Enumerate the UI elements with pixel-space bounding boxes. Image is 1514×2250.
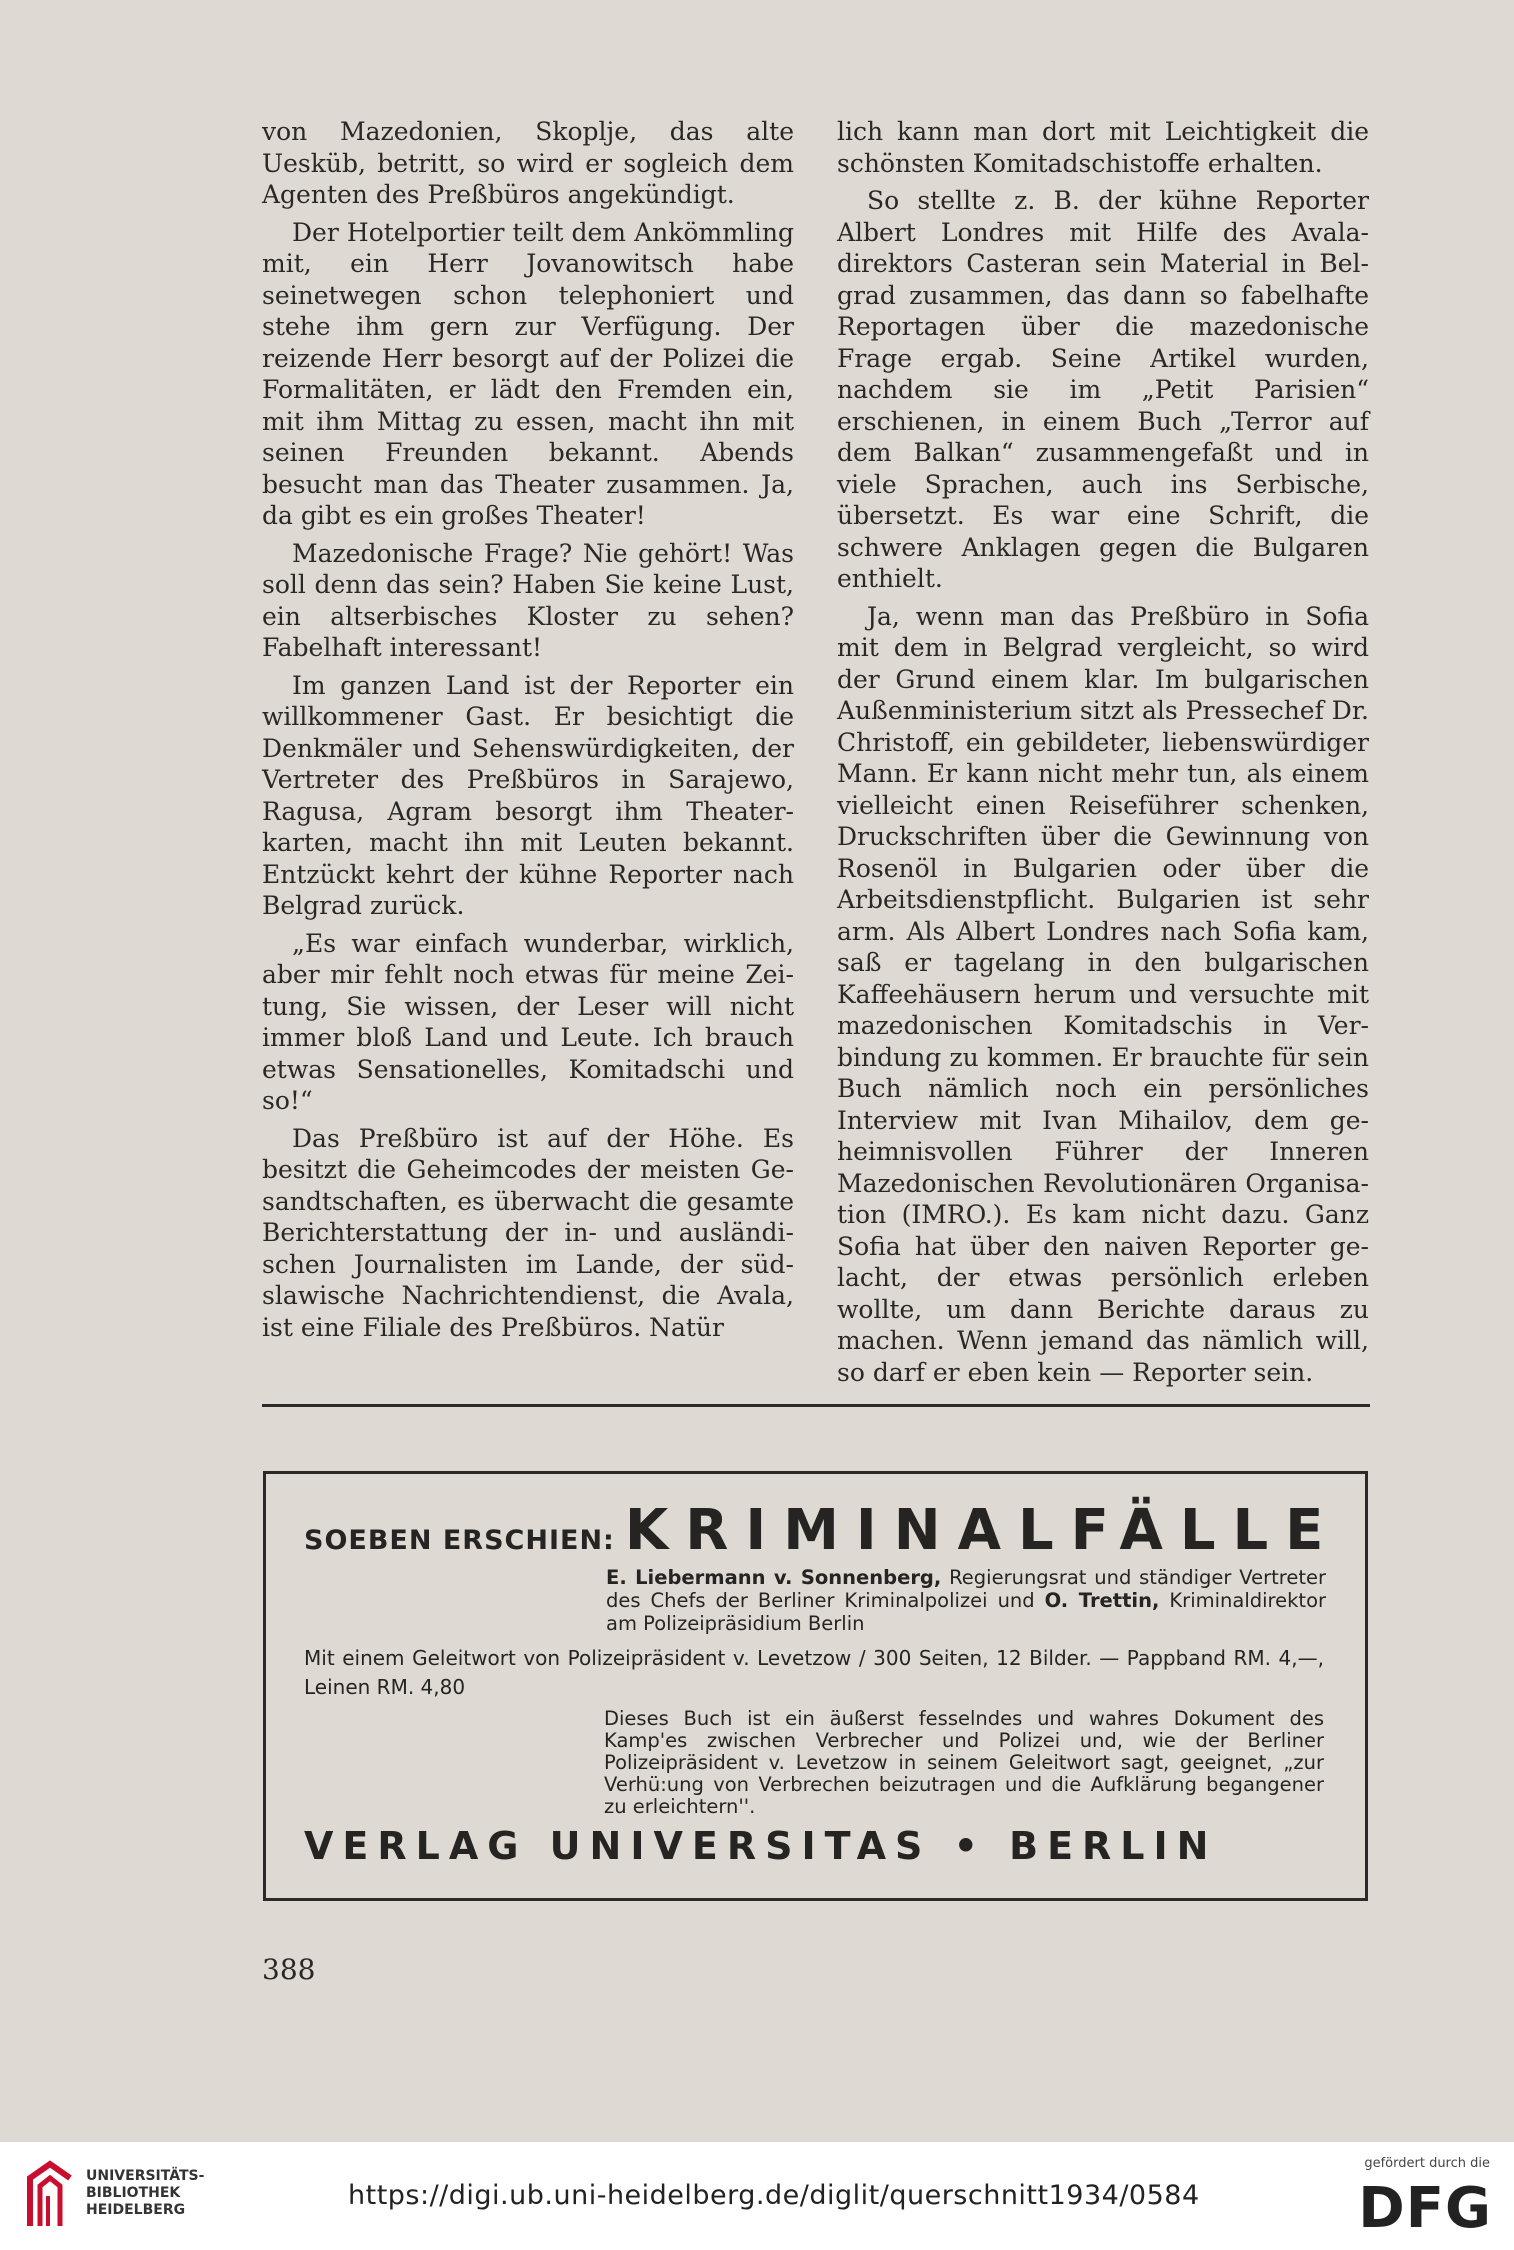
author-name: O. Trettin, <box>1044 1589 1160 1612</box>
book-advertisement <box>263 1471 1368 1901</box>
library-name-line: BIBLIOTHEK <box>86 2185 181 2201</box>
ad-publisher: VERLAG UNIVERSITAS • BERLIN <box>304 1824 1218 1868</box>
ad-authors <box>606 1566 1326 1635</box>
library-logo-icon <box>22 2156 78 2236</box>
page-number: 388 <box>262 1953 316 1986</box>
ad-book-details: Mit einem Geleitwort von Polizeipräsident v. Levetzow / 300 Seiten, 12 Bilder. — Pappband RM. 4,—, Leinen RM. 4,80 <box>304 1646 1324 1699</box>
article-paragraph: von Mazedonien, Skoplje, das alte Uesküb, betritt, so wird er sogleich dem Agenten des Preßbüros angekündigt. <box>262 117 794 209</box>
article-paragraph: Der Hotelportier teilt dem Ankömmling mit, ein Herr Jovanowitsch habe seinetwegen schon telephoniert und stehe ihm gern zur Verfügung. Der reizende Herr besorgt auf der Polizei die Formalitäten, er lädt den Fremden ein, mit ihm Mittag zu essen, macht ihn mit seinen Freunden bekannt. Abends besucht man das Theater zusammen. Ja, da gibt es ein großes Theater! <box>262 217 794 530</box>
viewer-footer <box>0 2142 1514 2250</box>
article-left-column <box>262 116 794 1349</box>
library-name <box>86 2168 204 2219</box>
dfg-logo[interactable]: DFG <box>1358 2176 1492 2241</box>
author-description: Kriminaldirektor am Polizeipräsidium Berlin <box>606 1589 1327 1635</box>
document-url-link[interactable]: https://digi.ub.uni-heidelberg.de/diglit/querschnitt1934/0584 <box>348 2180 1200 2211</box>
section-divider <box>262 1404 1370 1407</box>
article-paragraph: So stellte z. B. der kühne Reporter Albert Londres mit Hilfe des Avaladirektors Casteran sein Material in Belgrad zusammen, das dann so fabelhafte Reportagen über die mazedonische Frage ergab. Seine Artikel wurden, nachdem sie im „Petit Parisien“ erschienen, in einem Buch „Terror auf dem Balkan“ zusammengefaßt und in viele Sprachen, auch ins Serbische, übersetzt. Es war eine Schrift, die schwere Anklagen gegen die Bulgaren enthielt. <box>837 186 1369 593</box>
ad-prefix: SOEBEN ERSCHIEN: <box>304 1525 615 1556</box>
article-paragraph: lich kann man dort mit Leichtigkeit die schönsten Komitadschistoffe erhalten. <box>837 117 1369 178</box>
ad-description: Dieses Buch ist ein äußerst fesselndes und wahres Dokument des Kamp'es zwischen Verbrecher und Polizei und, wie der Berliner Polizeipräsident v. Levetzow in seinem Geleitwort sagt, geeignet, „zur Verhü:ung von Verbrechen beizutragen und die Aufklärung begangener zu erleichtern''. <box>604 1707 1324 1818</box>
library-name-line: HEIDELBERG <box>86 2202 186 2218</box>
article-right-column <box>837 116 1369 1394</box>
ad-heading <box>304 1498 1340 1563</box>
author-description: Regierungsrat und ständiger Vertreter des Chefs der Berliner Kriminalpolizei und <box>606 1566 1326 1612</box>
library-name-line: UNIVERSITÄTS- <box>86 2168 205 2184</box>
author-name: E. Liebermann v. Sonnenberg, <box>606 1566 942 1589</box>
ad-book-title: KRIMINALFÄLLE <box>624 1498 1341 1563</box>
article-paragraph: Mazedonische Frage? Nie gehört! Was soll denn das sein? Haben Sie keine Lust, ein altserbisches Kloster zu sehen? Fabelhaft interessant! <box>262 538 794 662</box>
article-paragraph: Das Preßbüro ist auf der Höhe. Es besitzt die Geheimcodes der meisten Gesandtschaften, es überwacht die gesamte Berichterstattung der in- und ausländischen Journalisten im Lande, der südslawische Nachrichtendienst, die Avala, ist eine Filiale des Preßbüros. Natür <box>262 1123 794 1342</box>
article-paragraph: Im ganzen Land ist der Reporter ein willkommener Gast. Er besichtigt die Denkmäler und Sehenswürdigkeiten, der Vertreter des Preßbüros in Sarajewo, Ragusa, Agram besorgt ihm Theaterkarten, macht ihn mit Leuten bekannt. Entzückt kehrt der kühne Reporter nach Belgrad zurück. <box>262 670 794 920</box>
article-paragraph: „Es war einfach wunderbar, wirklich, aber mir fehlt noch etwas für meine Zeitung, Sie wissen, der Leser will nicht immer bloß Land und Leute. Ich brauch etwas Sensationelles, Komitadschi und so!“ <box>262 928 794 1115</box>
funding-note: gefördert durch die <box>1364 2156 1490 2171</box>
article-paragraph: Ja, wenn man das Preßbüro in Sofia mit dem in Belgrad vergleicht, so wird der Grund einem klar. Im bulgarischen Außenministerium sitzt als Pressechef Dr. Christoff, ein gebildeter, liebenswürdiger Mann. Er kann nicht mehr tun, als einem vielleicht einen Reiseführer schenken, Druckschriften über die Gewinnung von Rosenöl in Bulgarien oder über die Arbeitsdienstpflicht. Bulgarien ist sehr arm. Als Albert Londres nach Sofia kam, saß er tagelang in den bulgarischen Kaffeehäusern herum und versuchte mit mazedonischen Komitadschis in Verbindung zu kommen. Er brauchte für sein Buch nämlich noch ein persönliches Interview mit Ivan Mihailov, dem geheimnisvollen Führer der Inneren Mazedonischen Revolutionären Organisation (IMRO.). Es kam nicht dazu. Ganz Sofia hat über den naiven Reporter gelacht, der etwas persönlich erleben wollte, um dann Berichte daraus zu machen. Wenn jemand das nämlich will, so darf er eben kein — Reporter sein. <box>837 601 1369 1387</box>
